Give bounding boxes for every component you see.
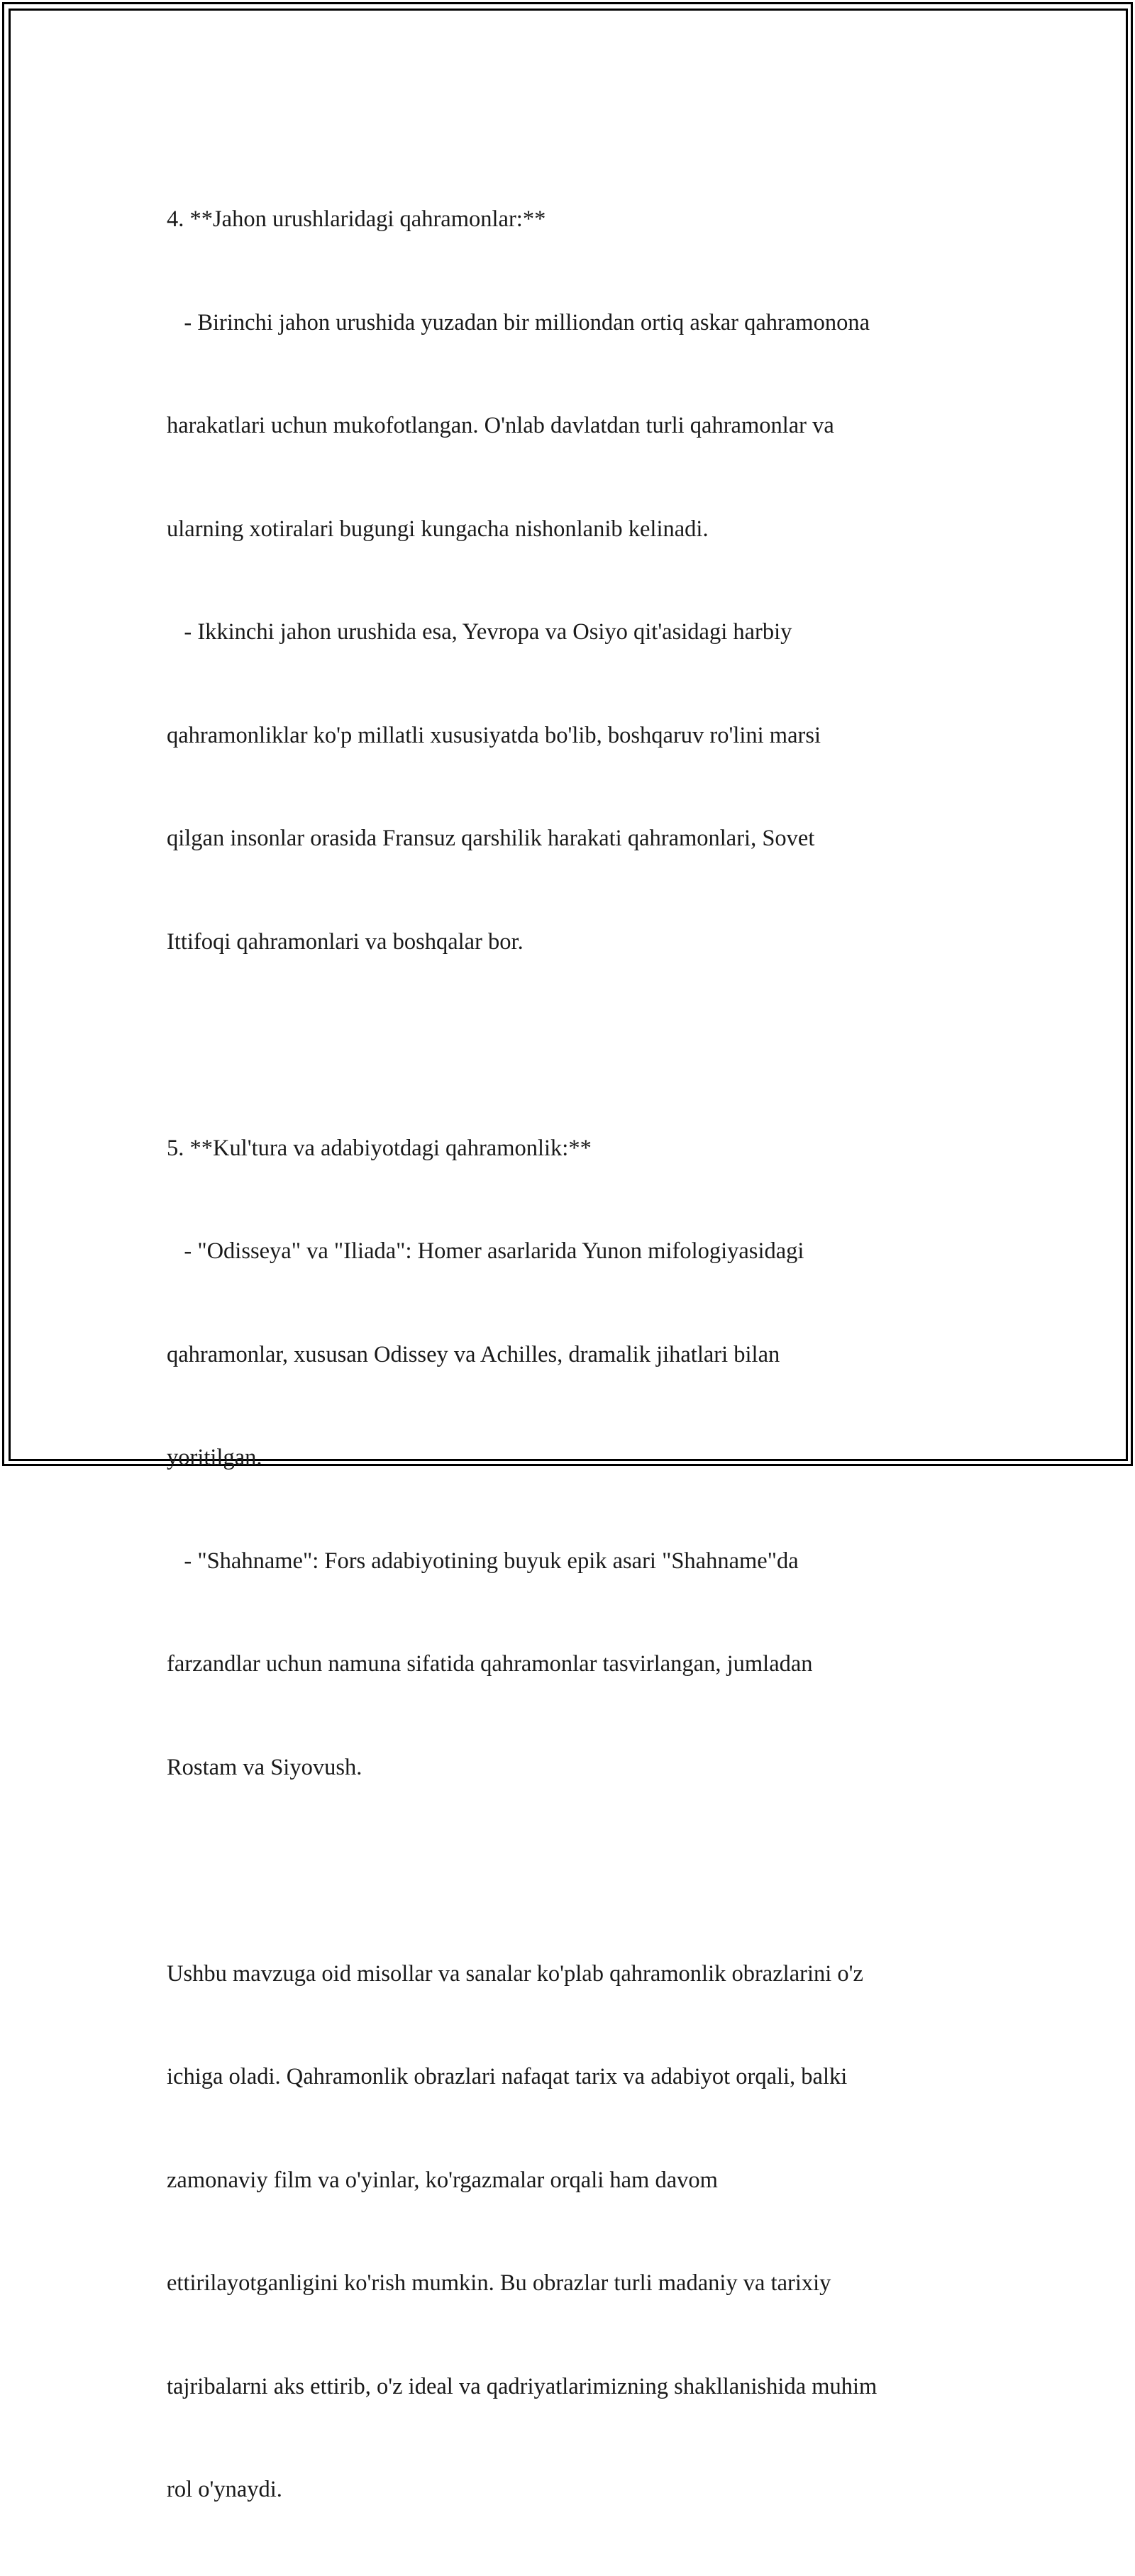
list-item-line: harakatlari uchun mukofotlangan. O'nlab davlatdan turli qahramonlar va [167,413,834,438]
list-item-line: - "Odisseya" va "Iliada": Homer asarlarida Yunon mifologiyasidagi [167,1238,804,1264]
conclusion-line: tajribalarni aks ettirib, o'z ideal va qadriyatlarimizning shakllanishida muhim [167,2373,877,2399]
list-item-line: qahramonliklar ko'p millatli xususiyatda bo'lib, boshqaruv ro'lini marsi [167,722,821,748]
conclusion-line: ichiga oladi. Qahramonlik obrazlari nafaqat tarix va adabiyot orqali, balki [167,2064,848,2089]
conclusion-line: zamonaviy film va o'yinlar, ko'rgazmalar orqali ham davom [167,2167,718,2193]
list-item-line: - "Shahname": Fors adabiyotining buyuk epik asari "Shahname"da [167,1548,799,1574]
conclusion-paragraph [167,1888,982,2576]
list-item-line: - Birinchi jahon urushida yuzadan bir milliondan ortiq askar qahramonona [167,309,870,335]
list-item-line: ularning xotiralari bugungi kungacha nishonlanib kelinadi. [167,516,709,542]
paragraph-spacer [167,1028,982,1062]
section-heading: 4. **Jahon urushlaridagi qahramonlar:** [167,206,546,232]
conclusion-line: ettirilayotganligini ko'rish mumkin. Bu obrazlar turli madaniy va tarixiy [167,2270,831,2296]
section-culture-literature [167,1062,982,1854]
paragraph-spacer [167,1853,982,1888]
list-item-line: yoritilgan. [167,1445,262,1470]
list-item-line: Ittifoqi qahramonlari va boshqalar bor. [167,928,524,955]
list-item-line: qilgan insonlar orasida Fransuz qarshilik harakati qahramonlari, Sovet [167,826,815,851]
list-item-line: farzandlar uchun namuna sifatida qahramonlar tasvirlangan, jumladan [167,1651,813,1677]
list-item-line: - Ikkinchi jahon urushida esa, Yevropa va Osiyo qit'asidagi harbiy [167,619,792,645]
section-heading: 5. **Kul'tura va adabiyotdagi qahramonlik:** [167,1135,592,1161]
conclusion-line: rol o'ynaydi. [167,2477,282,2502]
document-body [167,133,982,2576]
conclusion-line: Ushbu mavzuga oid misollar va sanalar ko'plab qahramonlik obrazlarini o'z [167,1960,863,1987]
list-item-line: Rostam va Siyovush. [167,1754,362,1780]
list-item-line: qahramonlar, xususan Odissey va Achilles, dramalik jihatlari bilan [167,1341,780,1367]
section-world-wars [167,133,982,1028]
